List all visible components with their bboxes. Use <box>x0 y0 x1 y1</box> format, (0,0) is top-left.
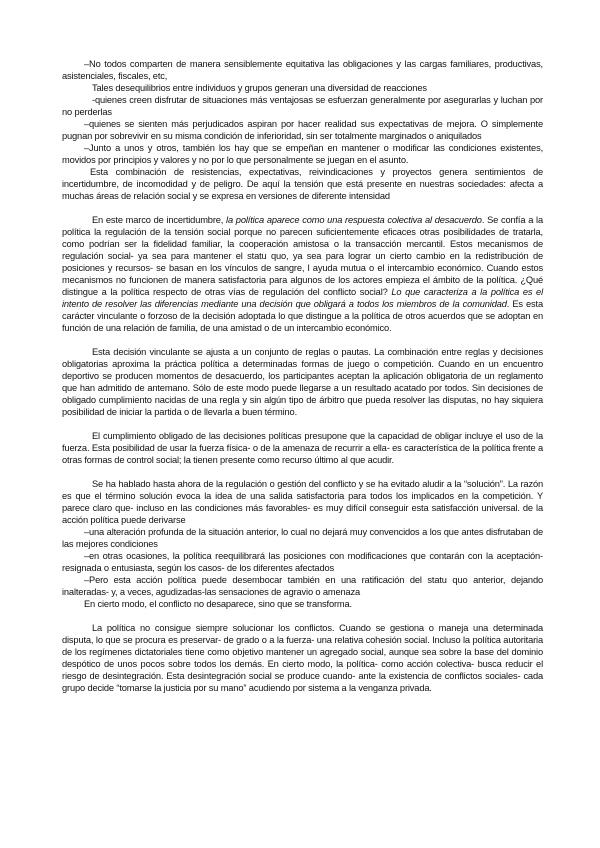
paragraph-solution: Se ha hablado hasta ahora de la regulación o gestión del conflicto y se ha evitado aludir a la “solución”. La razón es que el término solución evoca la idea de una salida satisfactoria para todos los implicados en la competición. Y parece claro que- incluso en las condiciones más favorables- es muy difícil conseguir esta satisfacción universal. de la acción política puede derivarse <box>62 479 543 525</box>
paragraph-combination: Esta combinación de resistencias, expectativas, reivindicaciones y proyectos genera sentimientos de incertidumbre, de incomodidad y de peligro. De aquí la tensión que está presente en nuestras sociedades: afecta a muchas áreas de relación social y se expresa en versiones de diferente intensidad <box>62 167 543 201</box>
dash-item-disadvantaged: –quienes se sienten más perjudicados aspiran por hacer realidad sus expectativas de mejora. O simplemente pugnan por sobrevivir en su misma condición de inferioridad, sin ser totalmente marginados o aniquilados <box>62 119 543 141</box>
dash-item-ratification: –Pero esta acción política puede desembocar también en una ratificación del statu quo anterior, dejando inalteradas- y, a veces, agudizadas-las sensaciones de agravio o amenaza <box>62 575 543 597</box>
p2-text-c: . Se confía a la política la regulación de la tensión social porque no parecen suficientemente eficaces otras posibilidades de tratarla, como podrían ser la fidelidad familiar, la cooperación amistosa o la transacción mercantil. Estos mecanismos de regulación social- ya sea para mantener el statu quo, ya sea para lograr un cierto cambio en la redistribución de posiciones y recursos- se basan en los vínculos de sangre, l ayuda mutua o el intercambio económico. Cuando estos mecanismos no funcionen de manera satisfactoria para algunos de los actores empieza el ámbito de la política. ¿Qué distingue a la política respecto de otras vías de regulación del conflicto social? <box>62 215 543 297</box>
dash-item-principled: –Junto a unos y otros, también los hay que se empeñan en mantener o modificar las condiciones existentes, movidos por principios y valores y no por lo que personalmente se juegan en el asunto. <box>62 143 543 165</box>
p2-italic-b: la política aparece como una respuesta colectiva al desacuerdo <box>226 215 482 225</box>
paragraph-transform: En cierto modo, el conflicto no desaparece, sino que se transforma. <box>84 599 352 609</box>
p2-italic-d: Lo que caracteriza a la política es el intento de resolver las diferencias mediante una decisión que obligará a todos los miembros de la comunidad <box>62 287 543 309</box>
paragraph-binding-decision: Esta decisión vinculante se ajusta a un conjunto de reglas o pautas. La combinación entre reglas y decisiones obligatorias aproxima la práctica política a determinadas formas de juego o competición. Cuando en un encuentro deportivo se producen momentos de desacuerdo, los participantes aceptan la aplicación obligatoria de un reglamento que han admitido de antemano. Sólo de este modo puede llegarse a un resultado acatado por todos. Sin decisiones de obligado cumplimiento nacidas de una regla y sin algún tipo de árbitro que pueda resolver las disputas, no hay siquiera posibilidad de iniciar la partida o de llevarla a buen término. <box>62 347 543 417</box>
paragraph-obligations: –No todos comparten de manera sensiblemente equitativa las obligaciones y las cargas familiares, productivas, asistenciales, fiscales, etc, <box>62 59 543 81</box>
dash-item-alteration: –una alteración profunda de la situación anterior, lo cual no dejará muy convencidos a los que antes disfrutaban de las mejores condiciones <box>62 527 543 549</box>
paragraph-force: El cumplimiento obligado de las decisiones políticas presupone que la capacidad de obligar incluye el uso de la fuerza. Esta posibilidad de usar la fuerza física- o de la amenaza de recurrir a ella- es característica de la política frente a otras formas de control social; la tienen presente como recurso último al que acudir. <box>62 431 543 465</box>
p2-text-a: En este marco de incertidumbre, <box>92 215 227 225</box>
p2-text-e: . Es esta carácter vinculante o forzoso de la decisión adoptada lo que distingue a la política de otros acuerdos que se adoptan en función de una relación de familia, de una amistad o de un intercambio económico. <box>62 299 543 333</box>
document-page <box>62 58 543 694</box>
dash-item-rebalance: –en otras ocasiones, la política reequilibrará las posiciones con modificaciones que contarán con la aceptación- resignada o entusiasta, según los casos- de los diferentes afectados <box>62 551 543 573</box>
paragraph-uncertainty <box>62 214 543 334</box>
paragraph-cohesion: La política no consigue siempre solucionar los conflictos. Cuando se gestiona o maneja una determinada disputa, lo que se procura es preservar- de grado o a la fuerza- una relativa cohesión social. Incluso la política autoritaria de los regímenes dictatoriales tiene como objetivo mantener un agregado social, aunque sea sobre la base del dominio despótico de unos pocos sobre todos los demás. En cierto modo, la política- como acción colectiva- busca reducir el riesgo de desintegración. Esta desintegración social se produce cuando- ante la existencia de conflictos sociales- cada grupo decide “tomarse la justicia por su mano” acudiendo por sistema a la venganza privada. <box>62 623 543 693</box>
paragraph-imbalances: Tales desequilibrios entre individuos y grupos generan una diversidad de reacciones <box>92 83 427 93</box>
dash-item-advantaged: -quienes creen disfrutar de situaciones más ventajosas se esfuerzan generalmente por asegurarlas y luchan por no perderlas <box>62 95 543 117</box>
